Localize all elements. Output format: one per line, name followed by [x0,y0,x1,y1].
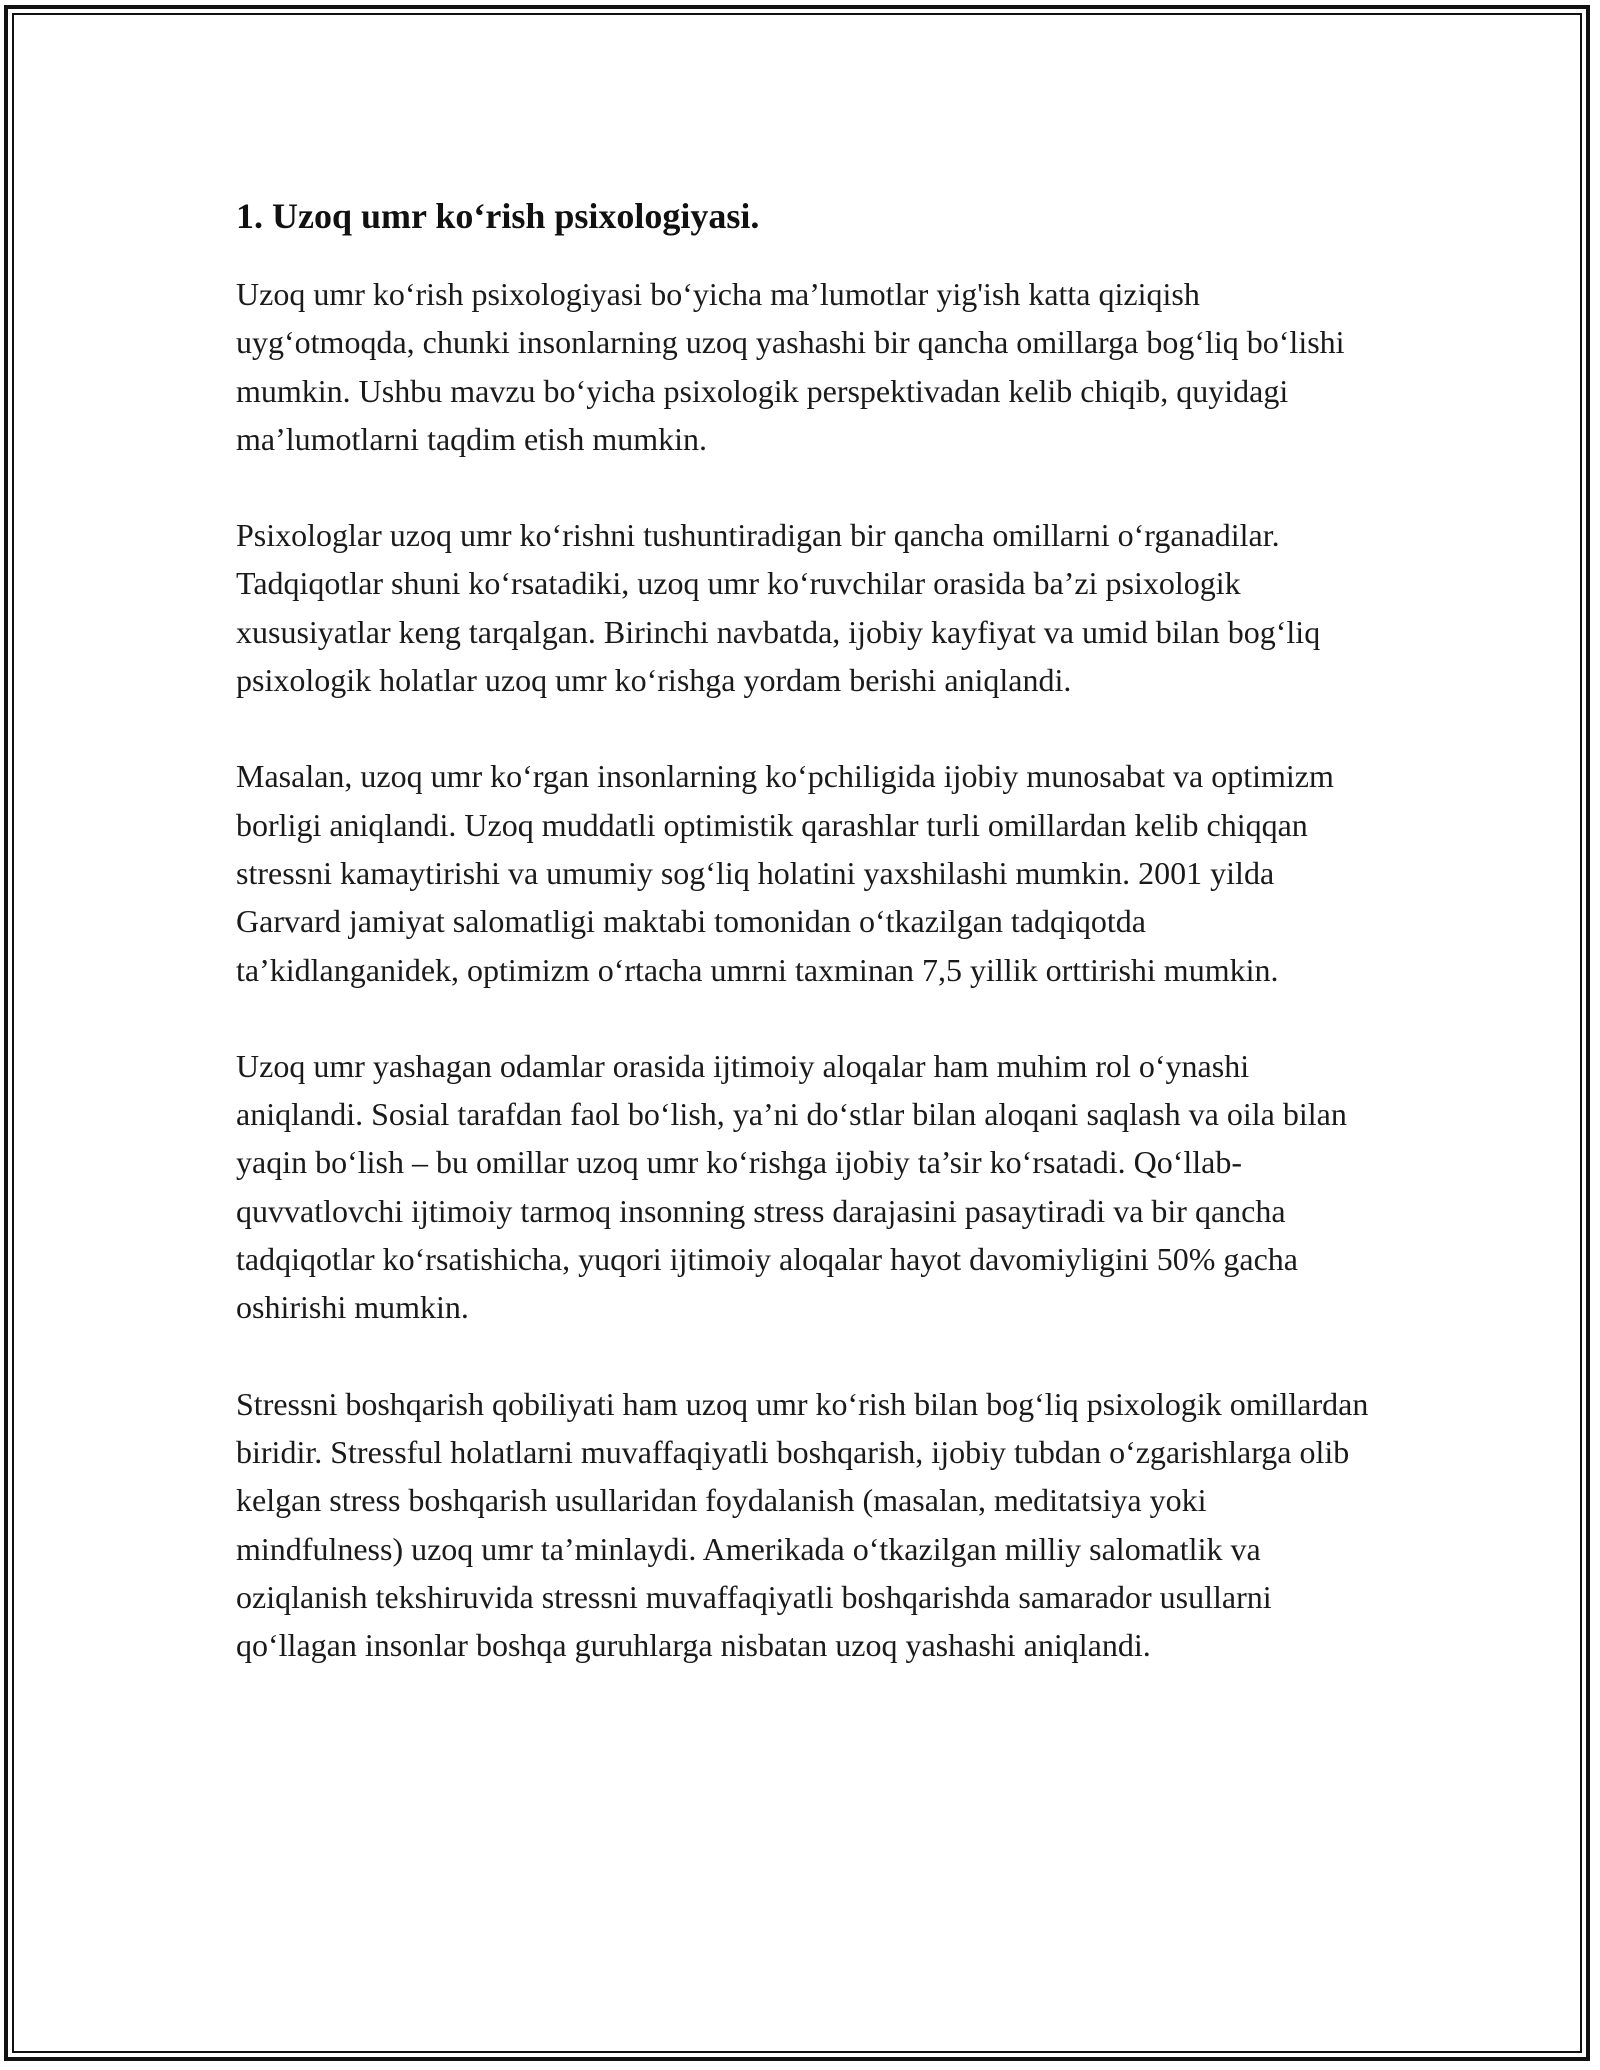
section-title: 1. Uzoq umr ko‘rish psixologiyasi. [236,196,760,236]
paragraph-optimism: Masalan, uzoq umr ko‘rgan insonlarning ko‘pchiligida ijobiy munosabat va optimizm borligi aniqlandi. Uzoq muddatli optimistik qarashlar turli omillardan kelib chiqqan stressni kamaytirishi va umumiy sog‘liq holatini yaxshilashi mumkin. 2001 yilda Garvard jamiyat salomatligi maktabi tomonidan o‘tkazilgan tadqiqotda ta’kidlanganidek, optimizm o‘rtacha umrni taxminan 7,5 yillik orttirishi mumkin. [236,758,1334,988]
paragraph-intro: Uzoq umr ko‘rish psixologiyasi bo‘yicha ma’lumotlar yig'ish katta qiziqish uyg‘otmoqda, chunki insonlarning uzoq yashashi bir qancha omillarga bog‘liq bo‘lishi mumkin. Ushbu mavzu bo‘yicha psixologik perspektivadan kelib chiqib, quyidagi ma’lumotlarni taqdim etish mumkin. [236,276,1345,457]
paragraph-social-connections: Uzoq umr yashagan odamlar orasida ijtimoiy aloqalar ham muhim rol o‘ynashi aniqlandi. Sosial tarafdan faol bo‘lish, ya’ni do‘stlar bilan aloqani saqlash va oila bilan yaqin bo‘lish – bu omillar uzoq umr ko‘rishga ijobiy ta’sir ko‘rsatadi. Qo‘llab-quvvatlovchi ijtimoiy tarmoq insonning stress darajasini pasaytiradi va bir qancha tadqiqotlar ko‘rsatishicha, yuqori ijtimoiy aloqalar hayot davomiyligini 50% gacha oshirishi mumkin. [236,1047,1347,1326]
document-body [236,188,1376,1717]
paragraph-stress-management: Stressni boshqarish qobiliyati ham uzoq umr ko‘rish bilan bog‘liq psixologik omillardan biridir. Stressful holatlarni muvaffaqiyatli boshqarish, ijobiy tubdan o‘zgarishlarga olib kelgan stress boshqarish usullaridan foydalanish (masalan, meditatsiya yoki mindfulness) uzoq umr ta’minlaydi. Amerikada o‘tkazilgan milliy salomatlik va oziqlanish tekshiruvida stressni muvaffaqiyatli boshqarishda samarador usullarni qo‘llagan insonlar boshqa guruhlarga nisbatan uzoq yashashi aniqlandi. [236,1385,1369,1664]
paragraph-psychological-traits: Psixologlar uzoq umr ko‘rishni tushuntiradigan bir qancha omillarni o‘rganadilar. Tadqiqotlar shuni ko‘rsatadiki, uzoq umr ko‘ruvchilar orasida ba’zi psixologik xususiyatlar keng tarqalgan. Birinchi navbatda, ijobiy kayfiyat va umid bilan bog‘liq psixologik holatlar uzoq umr ko‘rishga yordam berishi aniqlandi. [236,517,1321,699]
